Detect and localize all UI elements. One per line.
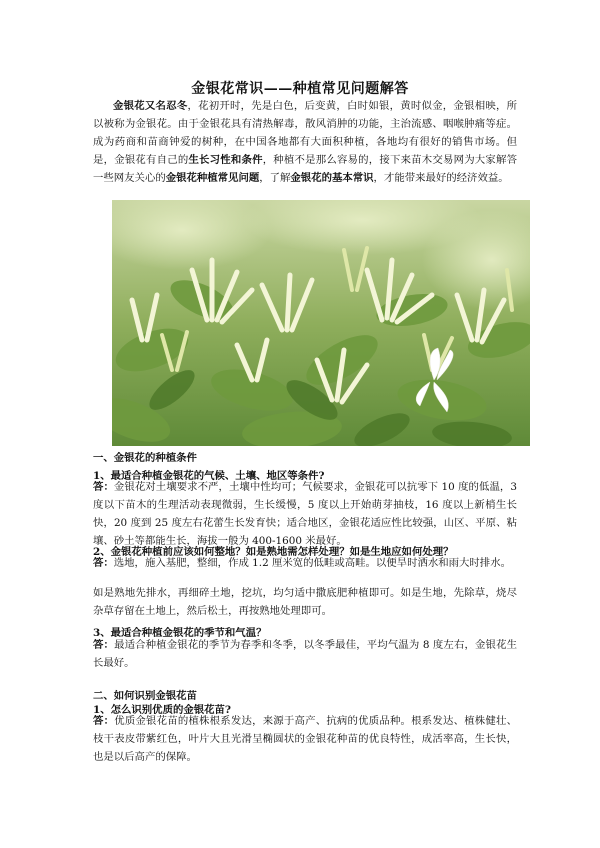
intro-bold-4: 金银花的基本常识	[290, 172, 374, 184]
page-title: 金银花常识——种植常见问题解答	[191, 81, 409, 97]
section1-answer-2	[93, 554, 517, 572]
intro-bold-3: 金银花种植常见问题	[165, 172, 260, 184]
section1-question-2: 2、金银花种植前应该如何整地？如是熟地需怎样处理？如是生地应如何处理？	[93, 546, 454, 558]
answer-label: 答：	[93, 557, 114, 569]
section1-answer-2b: 如是熟地先排水，再细碎土地，挖坑，均匀适中撒底肥种植即可。如是生地，先除草，烧尽杂草存留在土地上，然后松土，再按熟地处理即可。	[93, 587, 517, 617]
section1-question-3: 3、最适合种植金银花的季节和气温？	[93, 627, 267, 639]
answer-text: 最适合种植金银花的季节为春季和冬季，以冬季最佳，平均气温为 8 度左右，金银花生长最好。	[93, 639, 517, 669]
intro-bold-2: 生长习性和条件	[188, 154, 263, 166]
section1-heading: 一、金银花的种植条件	[93, 452, 197, 464]
answer-label: 答：	[93, 481, 114, 493]
answer-text: 金银花对土壤要求不严，土壤中性均可；气候要求，金银花可以抗零下 10 度的低温，3 度以下苗木的生理活动表现微弱，生长缓慢，5 度以上开始萌芽抽枝，16 度以上新梢生长快，20 度到 25 度左右花蕾生长发育快；适合地区，金银花适应性比较强，山区、平原、粘壤、砂土等都能生长，海拔一般为 400-1600 米最好。	[93, 481, 518, 547]
answer-text: 选地，施入基肥，整细，作成 1.2 厘米宽的低畦或高畦。以便旱时洒水和雨大时排水。	[113, 557, 511, 569]
section2-question-1: 1、怎么识别优质的金银花苗?	[93, 704, 232, 716]
intro-text-4: ，才能带来最好的经济效益。	[373, 172, 509, 184]
intro-bold-1: 金银花又名忍冬	[113, 100, 188, 112]
honeysuckle-photo	[112, 200, 530, 446]
section1-question-1: 1、最适合种植金银花的气候、土壤、地区等条件?	[93, 470, 325, 482]
answer-text: 优质金银花苗的植株根系发达，来源于高产、抗病的优质品种。根系发达、植株健壮、枝干表皮带紫红色，叶片大且光滑呈椭圆状的金银花种苗的优良特性，成活率高，生长快，也是以后高产的保障。	[93, 715, 518, 763]
answer-label: 答：	[93, 715, 115, 727]
section2-heading: 二、如何识别金银花苗	[93, 690, 197, 702]
intro-text-2: ，种植不是那么容易的，接下来苗木交易网为大家解答一些网友关心的	[93, 154, 518, 184]
section1-answer-3	[93, 636, 517, 672]
answer-label: 答：	[93, 639, 115, 651]
intro-text-1: ，花初开时，先是白色，后变黄，白时如银，黄时似金，金银相映，所以被称为金银花。由于金银花具有清热解毒，散风消肿的功能，主治流感、咽喉肿痛等症。成为药商和苗商钟爱的树种，在中国各地都有大面积种植，各地均有很好的销售市场。但是，金银花有自己的	[93, 100, 517, 166]
intro-paragraph	[93, 97, 517, 187]
section2-answer-1	[93, 712, 517, 766]
intro-text-3: ，了解	[259, 172, 291, 184]
section1-answer-1	[93, 478, 517, 550]
